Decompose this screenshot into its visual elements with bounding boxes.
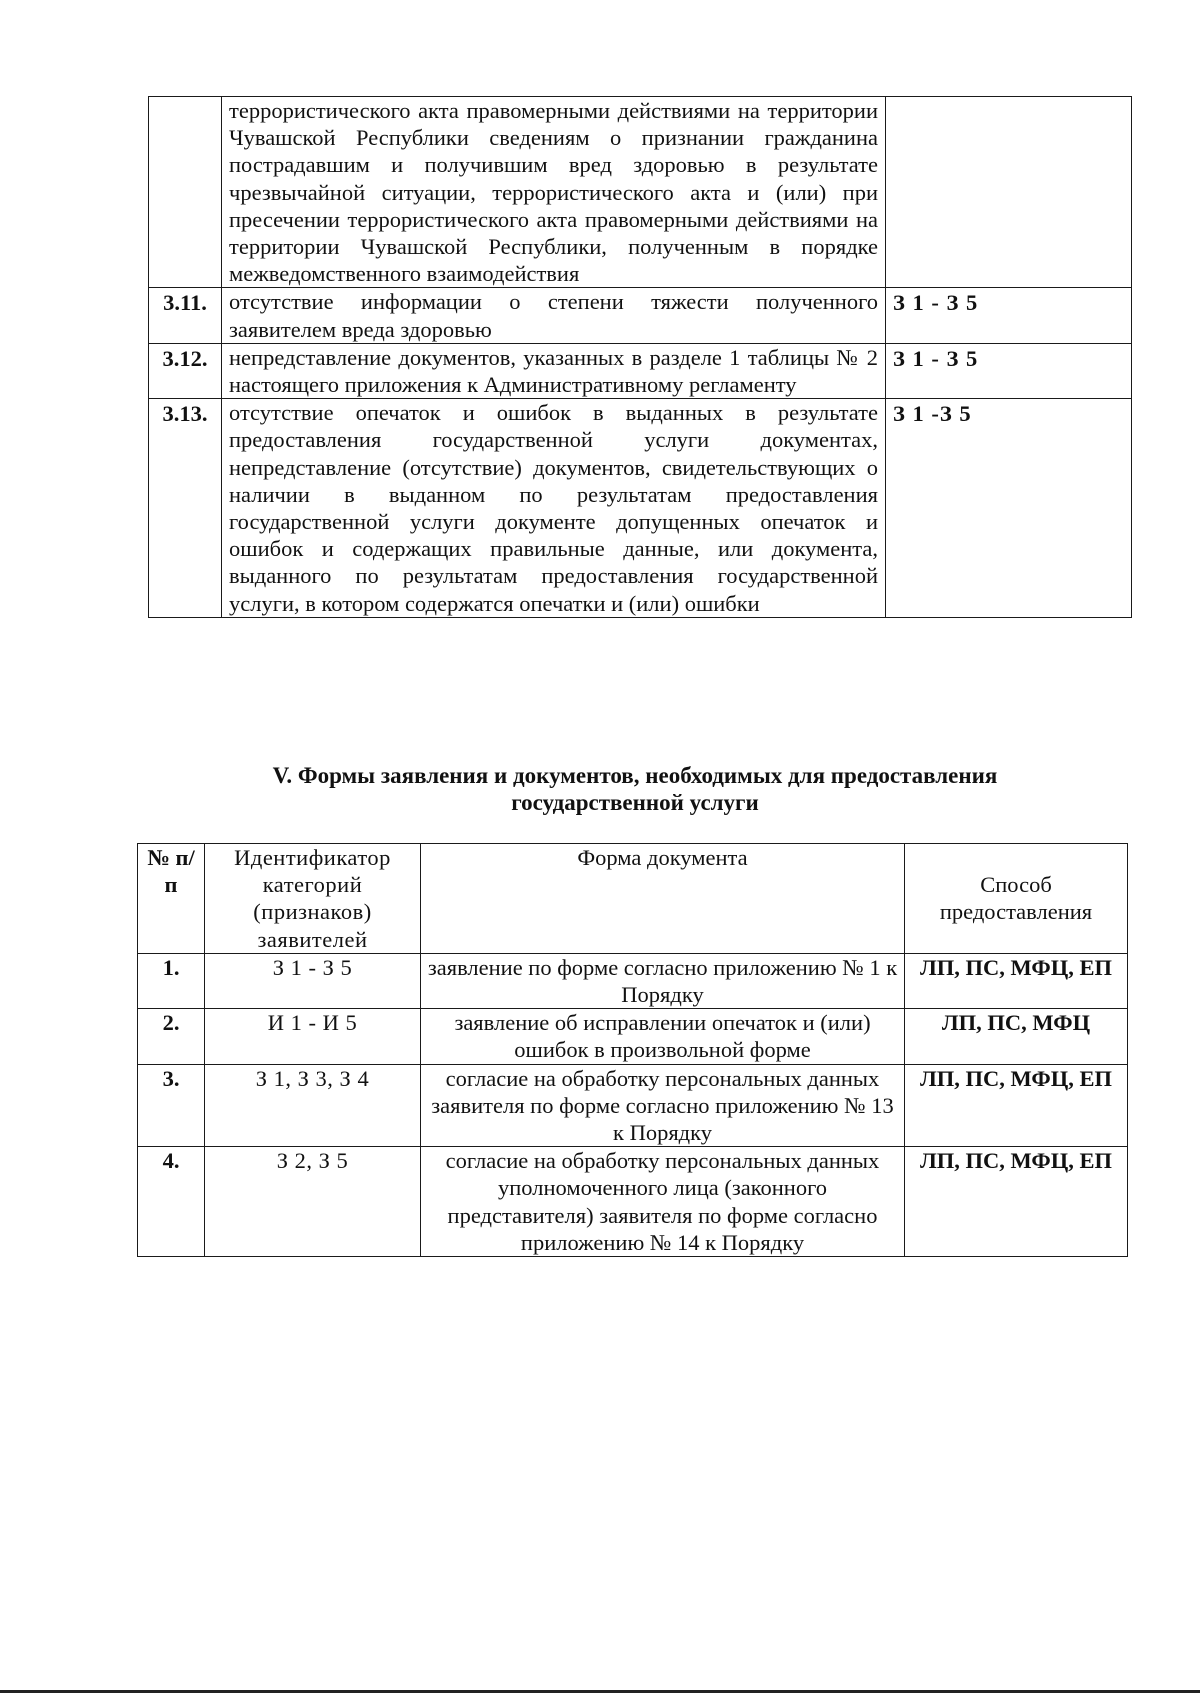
table-row: [149, 97, 1132, 288]
header-identifier: Идентификатор категорий (признаков) заявителей: [205, 844, 421, 954]
grounds-table-continuation: [148, 96, 1132, 618]
row-form: согласие на обработку персональных данных уполномоченного лица (законного представителя) заявителя по форме согласно приложению № 14 к Порядку: [421, 1147, 905, 1257]
row-number: [149, 97, 222, 288]
row-identifier: З 1 - З 5: [205, 953, 421, 1008]
header-number: № п/п: [138, 844, 205, 954]
row-text: террористического акта правомерными действиями на территории Чувашской Республики сведениям о признании гражданина пострадавшим и получившим вред здоровью в результате чрезвычайной ситуации, террористического акта и (или) при пресечении террористического акта правомерными действиями на территории Чувашской Республики, полученным в порядке межведомственного взаимодействия: [222, 97, 886, 288]
row-number: 1.: [138, 953, 205, 1008]
table-row: [149, 343, 1132, 398]
table-row: [149, 399, 1132, 618]
row-text: непредставление документов, указанных в разделе 1 таблицы № 2 настоящего приложения к Административному регламенту: [222, 343, 886, 398]
table-header-row: [138, 844, 1128, 954]
row-method: ЛП, ПС, МФЦ, ЕП: [905, 1147, 1128, 1257]
row-number: 3.11.: [149, 288, 222, 343]
row-number: 4.: [138, 1147, 205, 1257]
row-method: ЛП, ПС, МФЦ, ЕП: [905, 953, 1128, 1008]
header-method: Способ предоставления: [905, 844, 1128, 954]
row-number: 3.13.: [149, 399, 222, 618]
row-categories: З 1 - З 5: [886, 288, 1132, 343]
table-row: [149, 288, 1132, 343]
table-row: [138, 1147, 1128, 1257]
row-form: заявление об исправлении опечаток и (или) ошибок в произвольной форме: [421, 1009, 905, 1064]
row-number: 2.: [138, 1009, 205, 1064]
table-row: [138, 953, 1128, 1008]
page-bottom-rule: [0, 1690, 1200, 1693]
row-form: согласие на обработку персональных данных заявителя по форме согласно приложению № 13 к Порядку: [421, 1064, 905, 1147]
row-text: отсутствие опечаток и ошибок в выданных в результате предоставления государственной услуги документах, непредставление (отсутствие) документов, свидетельствующих о наличии в выданном по результатам предоставления государственной услуги документе допущенных опечаток и ошибок и содержащих правильные данные, или документа, выданного по результатам предоставления государственной услуги, в котором содержатся опечатки и (или) ошибки: [222, 399, 886, 618]
document-forms-table: [137, 843, 1128, 1257]
row-text: отсутствие информации о степени тяжести полученного заявителем вреда здоровью: [222, 288, 886, 343]
row-number: 3.12.: [149, 343, 222, 398]
header-form: Форма документа: [421, 844, 905, 954]
row-categories: З 1 -З 5: [886, 399, 1132, 618]
row-method: ЛП, ПС, МФЦ, ЕП: [905, 1064, 1128, 1147]
section-heading: [150, 762, 1120, 816]
section-heading-line-2: государственной услуги: [511, 790, 759, 815]
table-row: [138, 1064, 1128, 1147]
row-method: ЛП, ПС, МФЦ: [905, 1009, 1128, 1064]
row-categories: З 1 - З 5: [886, 343, 1132, 398]
row-number: 3.: [138, 1064, 205, 1147]
row-identifier: И 1 - И 5: [205, 1009, 421, 1064]
table-row: [138, 1009, 1128, 1064]
row-categories: [886, 97, 1132, 288]
section-heading-line-1: V. Формы заявления и документов, необходимых для предоставления: [272, 763, 998, 788]
row-identifier: З 2, З 5: [205, 1147, 421, 1257]
row-identifier: З 1, З 3, З 4: [205, 1064, 421, 1147]
row-form: заявление по форме согласно приложению № 1 к Порядку: [421, 953, 905, 1008]
